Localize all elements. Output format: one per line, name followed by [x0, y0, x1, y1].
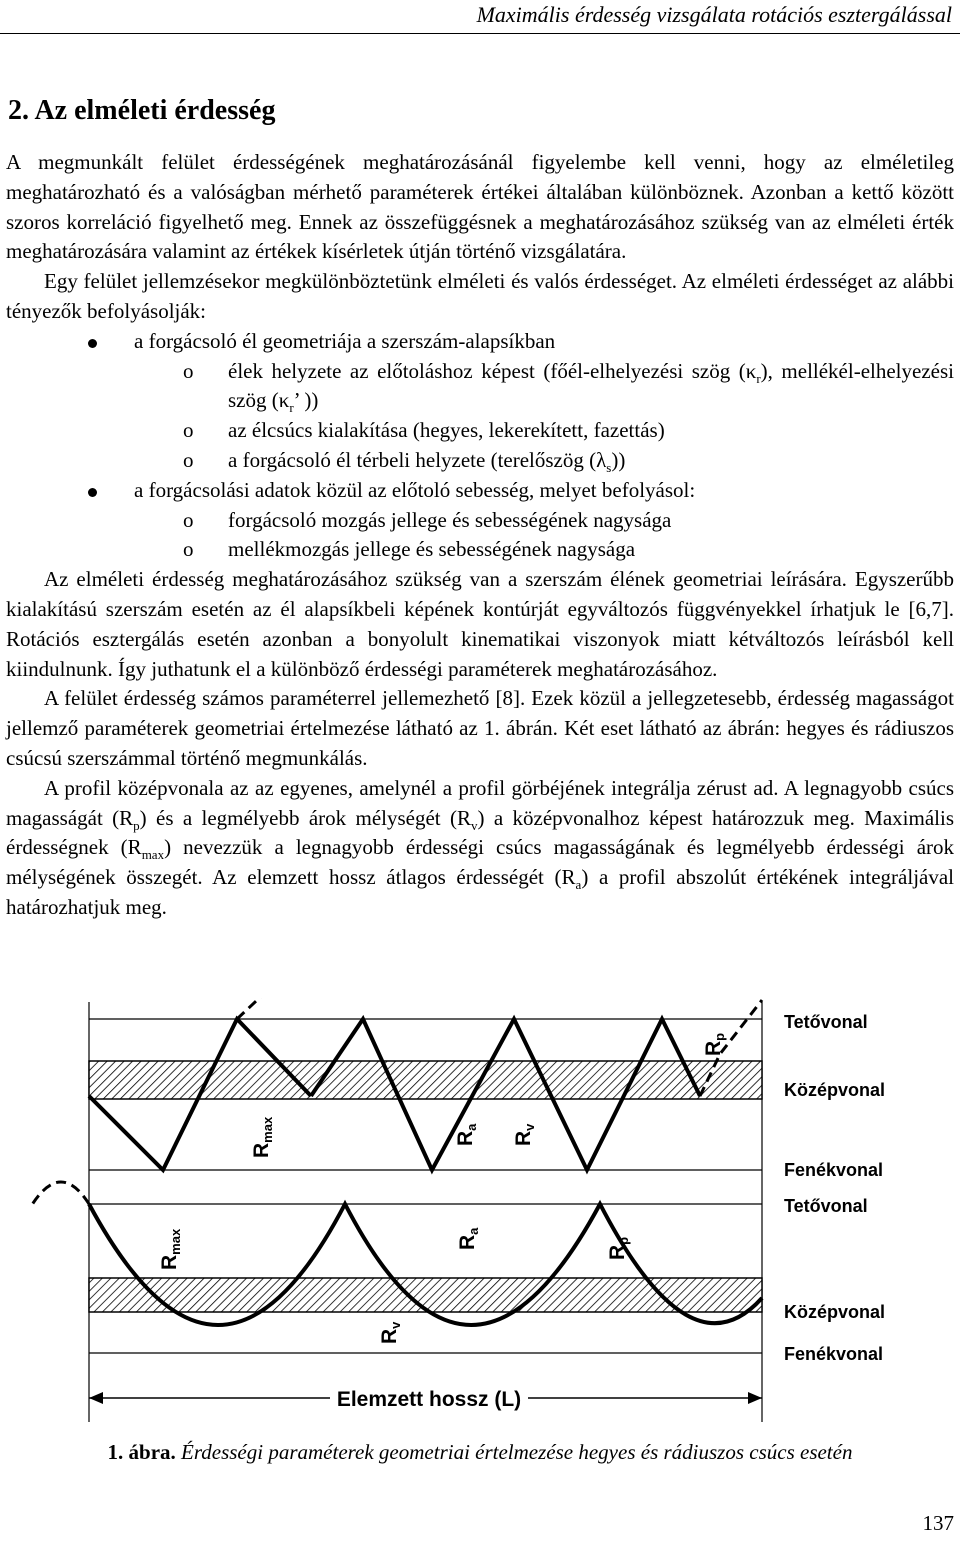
roughness-figure [0, 998, 960, 1428]
bullet-icon [88, 488, 97, 497]
bullet-icon [88, 339, 97, 348]
label-ra-2 [456, 1227, 481, 1250]
header-rule [0, 33, 960, 34]
label-rv-1 [512, 1123, 537, 1146]
svg-text:Ra: Ra [456, 1227, 481, 1250]
sub-item-2-2: o mellékmozgás jellege és sebességének nagysága [6, 535, 954, 565]
svg-text:Ra: Ra [454, 1123, 479, 1146]
svg-text:Rv: Rv [378, 1321, 403, 1344]
label-rmax-2 [158, 1228, 183, 1270]
svg-text:Rmax: Rmax [250, 1116, 275, 1158]
svg-text:Rv: Rv [512, 1123, 537, 1146]
circle-bullet-icon: o [183, 537, 194, 562]
label-mid-2: Középvonal [784, 1302, 886, 1322]
body-text [6, 148, 954, 923]
paragraph-3: Az elméleti érdesség meghatározásához szükség van a szerszám élének geometriai leírására. Egyszerűbb kialakítású szerszám esetén az él alapsíkbeli képének kontúrját egyváltozós függvényekkel írhatjuk le [6,7]. Rotációs esztergálás esetén azonban a bonyolult kinematikai viszonyok miatt kétváltozós leírásból kell kiindulnunk. Így juthatunk el a különböző érdességi paraméterek meghatározásához. [6, 567, 954, 681]
label-rp-2 [606, 1237, 631, 1260]
section-title: 2. Az elméleti érdesség [8, 95, 276, 126]
label-top-2: Tetővonal [784, 1196, 868, 1216]
sub-item-1-3: o a forgácsoló él térbeli helyzete (terelőszög $(\lambda_s)$) [183, 447, 626, 476]
sub-item-1-2: o az élcsúcs kialakítása (hegyes, lekerekített, fazettás) [6, 416, 954, 446]
bullet-item-2: a forgácsolási adatok közül az előtoló sebesség, melyet befolyásol: [6, 476, 954, 506]
svg-text:Rp: Rp [702, 1032, 727, 1056]
profile-dashed-2 [237, 998, 270, 1019]
svg-text:Rmax: Rmax [158, 1228, 183, 1270]
paragraph-5: A profil középvonala az az egyenes, amelynél a profil görbéjének integrálja zérust ad. A legnagyobb csúcs magasságát $(R_p)$ és a legmélyebb árok mélységét $(R_v)$ a középvonalhoz képest határozzuk meg. Maximális érdességnek $(R_{max})$ nevezzük a legnagyobb érdességi csúcs magasságának és legmélyebb érdességi árok mélységének összegét. Az elemzett hossz átlagos érdességét $(R_a)$ a profil abszolút értékének integráljával határozhatjuk meg. [6, 775, 955, 919]
label-bot-2: Fenékvonal [784, 1344, 884, 1364]
label-bot-1: Fenékvonal [784, 1160, 884, 1180]
circle-bullet-icon: o [183, 358, 194, 383]
paragraph-4: A felület érdesség számos paraméterrel jellemezhető [8]. Ezek közül a jellegzetesebb, érdesség magasságot jellemző paraméterek geometriai értelmezése látható az 1. ábrán. Két eset látható az ábrán: hegyes és rádiuszos csúcsú szerszámmal történő megmunkálás. [6, 686, 954, 770]
page-number: 137 [922, 1511, 954, 1535]
label-rv-2 [378, 1321, 403, 1344]
arrow-right-icon [748, 1392, 762, 1404]
label-top-1: Tetővonal [784, 1012, 868, 1032]
label-rp-1 [702, 1033, 727, 1056]
mid-band-1 [89, 1061, 762, 1099]
sub-item-1-1: o élek helyzete az előtoláshoz képest (főél-elhelyezési szög $(\kappa_r)$, mellékél-elhelyezési szög ($\kappa_r$’ )) [183, 358, 954, 416]
arrow-left-icon [89, 1392, 103, 1404]
paragraph-1: A megmunkált felület érdességének meghatározásánál figyelembe kell venni, hogy az elméletileg meghatározható és a valóságban mérhető paraméterek értékei általában különböznek. Azonban a kettő között szoros korreláció figyelhető meg. Ennek az összefüggésnek a meghatározásához szükség van az elméleti érték meghatározására valamint az értékek kísérletek útján történő vizsgálatára. [6, 150, 954, 264]
circle-bullet-icon: o [183, 418, 194, 443]
paragraph-2: Egy felület jellemzésekor megkülönböztetünk elméleti és valós érdességet. Az elméleti érdességet az alábbi tényezők befolyásolják: [6, 269, 954, 323]
caption-number: 1. ábra. [107, 1440, 176, 1464]
caption-text: Érdességi paraméterek geometriai értelmezése hegyes és rádiuszos csúcs esetén [175, 1440, 853, 1464]
label-mid-1: Középvonal [784, 1080, 886, 1100]
label-length: Elemzett hossz (L) [336, 1388, 522, 1411]
label-rmax-1 [250, 1116, 275, 1158]
running-title: Maximális érdesség vizsgálata rotációs esztergálással [476, 2, 952, 27]
sub-item-2-1: o forgácsoló mozgás jellege és sebességének nagysága [6, 506, 954, 536]
figure-caption [0, 1440, 960, 1465]
circle-bullet-icon: o [183, 447, 194, 472]
bullet-item-1: a forgácsoló él geometriája a szerszám-alapsíkban [6, 327, 954, 357]
profile-dashed-3 [30, 1182, 89, 1208]
circle-bullet-icon: o [183, 507, 194, 532]
svg-text:Rp: Rp [606, 1236, 631, 1260]
